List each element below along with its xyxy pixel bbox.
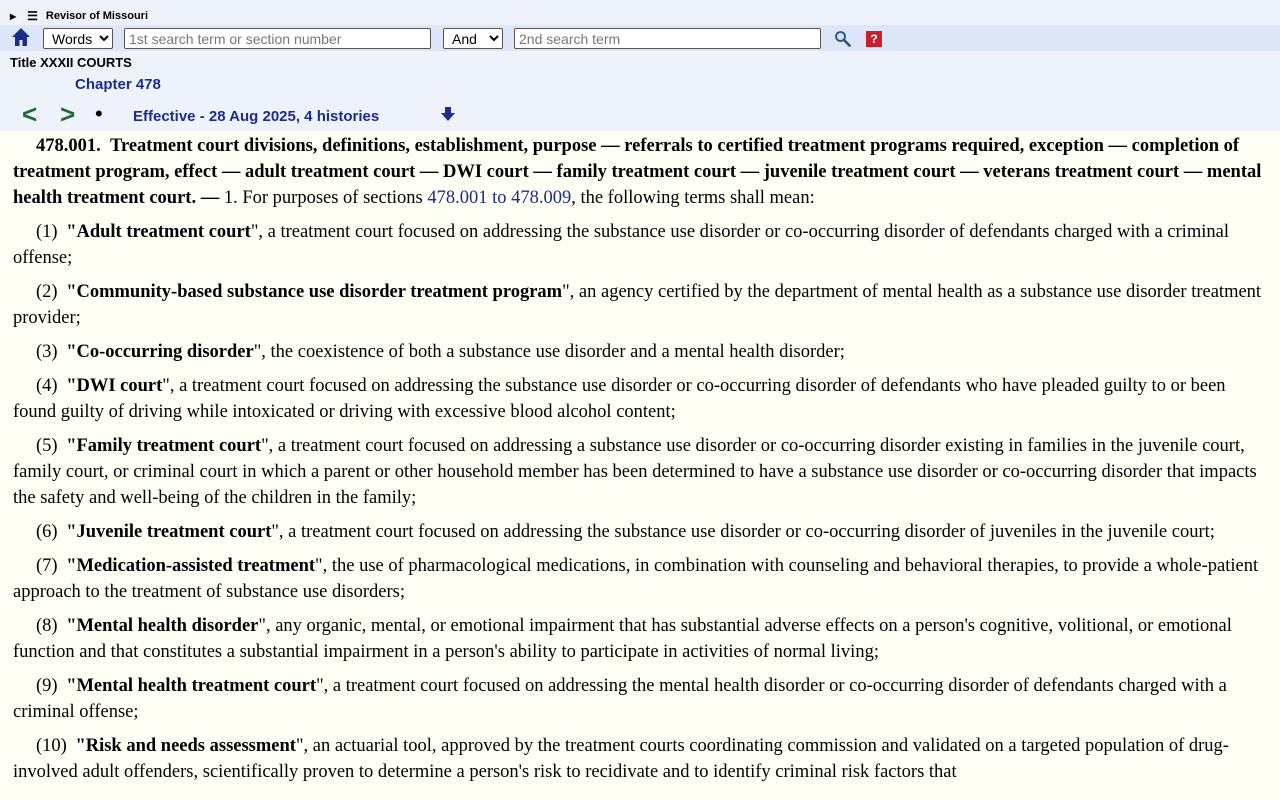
site-name[interactable]: Revisor of Missouri: [45, 10, 148, 22]
chapter-link[interactable]: Chapter 478: [75, 76, 161, 93]
previous-section-arrow-icon[interactable]: <: [22, 99, 38, 129]
intro-prefix: 1. For purposes of sections: [223, 188, 423, 208]
definition-text: ", a treatment court focused on addressing the mental health disorder or co-occurring disorder of defendants charged with a criminal offense;: [13, 676, 1227, 722]
next-section-arrow-icon[interactable]: >: [60, 99, 76, 129]
definition-paragraph: [13, 519, 1268, 545]
definition-term: "DWI court: [66, 376, 163, 396]
search-bar: [0, 25, 1280, 51]
definition-number: (7): [36, 556, 58, 576]
definition-text: ", the use of pharmacological medications, in combination with counseling and behavioral therapies, to provide a whole-patient approach to the treatment of substance use disorders;: [13, 556, 1259, 602]
definition-number: (9): [36, 676, 58, 696]
definition-number: (3): [36, 342, 58, 362]
definition-number: (8): [36, 616, 58, 636]
effective-date-link[interactable]: Effective - 28 Aug 2025, 4 histories: [133, 108, 380, 125]
search-icon[interactable]: [834, 30, 851, 47]
definition-text: ", a treatment court focused on addressing a substance use disorder or co-occurring disorder existing in families in the juvenile court, family court, or criminal court in which a parent or other household member has been determined to have a substance use disorder or co-occurring disorder that impacts the safety and well-being of the children in the family;: [13, 436, 1257, 508]
definition-number: (5): [36, 436, 58, 456]
definition-paragraph: [13, 339, 1268, 365]
definition-paragraph: [13, 219, 1268, 271]
definition-number: (6): [36, 522, 58, 542]
current-section-bullet-icon[interactable]: •: [95, 101, 103, 126]
site-topline: [10, 9, 148, 23]
menu-icon[interactable]: ☰: [27, 9, 38, 23]
help-icon[interactable]: ?: [866, 31, 882, 47]
definition-term: "Mental health disorder: [66, 616, 259, 636]
definition-paragraph: [13, 673, 1268, 725]
first-search-term-input[interactable]: [124, 28, 431, 49]
page-header: [0, 0, 1280, 131]
definition-text: ", an agency certified by the department of mental health as a substance use disorder treatment provider;: [13, 282, 1262, 328]
definition-paragraph: [13, 433, 1268, 511]
definition-text: ", a treatment court focused on addressing the substance use disorder or co-occurring disorder of defendants who have pleaded guilty to or been found guilty of driving while intoxicated or driving with excessive blood alcohol content;: [13, 376, 1226, 422]
definition-paragraph: [13, 613, 1268, 665]
definition-paragraph: [13, 733, 1268, 785]
title-heading: Title XXXII COURTS: [10, 55, 132, 70]
definition-term: "Community-based substance use disorder treatment program: [66, 282, 563, 302]
boolean-operator-select[interactable]: [443, 28, 503, 49]
search-mode-select[interactable]: [43, 28, 113, 49]
intro-suffix: , the following terms shall mean:: [571, 188, 815, 208]
second-search-term-input[interactable]: [514, 28, 821, 49]
home-icon[interactable]: [11, 27, 31, 47]
definitions-list: [13, 219, 1268, 785]
definition-number: (4): [36, 376, 58, 396]
definition-term: "Family treatment court: [66, 436, 262, 456]
download-arrow-icon[interactable]: [440, 106, 456, 122]
definition-term: "Medication-assisted treatment: [66, 556, 316, 576]
definition-paragraph: [13, 553, 1268, 605]
definition-text: ", a treatment court focused on addressing the substance use disorder or co-occurring disorder of defendants charged with a criminal offense;: [13, 222, 1229, 268]
definition-text: ", an actuarial tool, approved by the treatment courts coordinating commission and validated on a targeted population of drug-involved adult offenders, scientifically proven to determine a person's risk to recidivate and to identify criminal risk factors that: [13, 736, 1229, 782]
definition-term: "Risk and needs assessment: [75, 736, 296, 756]
section-heading-paragraph: [13, 133, 1268, 211]
definition-text: ", a treatment court focused on addressing the substance use disorder or co-occurring disorder of juveniles in the juvenile court;: [271, 522, 1215, 542]
expand-triangle-icon[interactable]: ▶: [10, 11, 17, 21]
section-navigation: [0, 100, 1280, 130]
section-range-link[interactable]: 478.001 to 478.009: [427, 188, 572, 208]
definition-term: "Adult treatment court: [66, 222, 251, 242]
definition-paragraph: [13, 373, 1268, 425]
definition-term: "Mental health treatment court: [66, 676, 317, 696]
definition-number: (2): [36, 282, 58, 302]
section-number: 478.001.: [36, 136, 101, 156]
definition-number: (1): [36, 222, 58, 242]
section-heading: Treatment court divisions, definitions, establishment, purpose — referrals to certified treatment programs required, exception — completion of treatment program, effect — adult treatment court — DWI court — family treatment court — juvenile treatment court — veterans treatment court — mental health treatment court. —: [13, 136, 1262, 208]
definition-term: "Juvenile treatment court: [66, 522, 272, 542]
definition-text: ", the coexistence of both a substance use disorder and a mental health disorder;: [253, 342, 845, 362]
definition-text: ", any organic, mental, or emotional impairment that has substantial adverse effects on a person's cognitive, volitional, or emotional function and that constitutes a substantial impairment in a person's ability to participate in activities of normal living;: [13, 616, 1232, 662]
statute-content: [13, 133, 1268, 793]
definition-number: (10): [36, 736, 67, 756]
definition-paragraph: [13, 279, 1268, 331]
definition-term: "Co-occurring disorder: [66, 342, 254, 362]
